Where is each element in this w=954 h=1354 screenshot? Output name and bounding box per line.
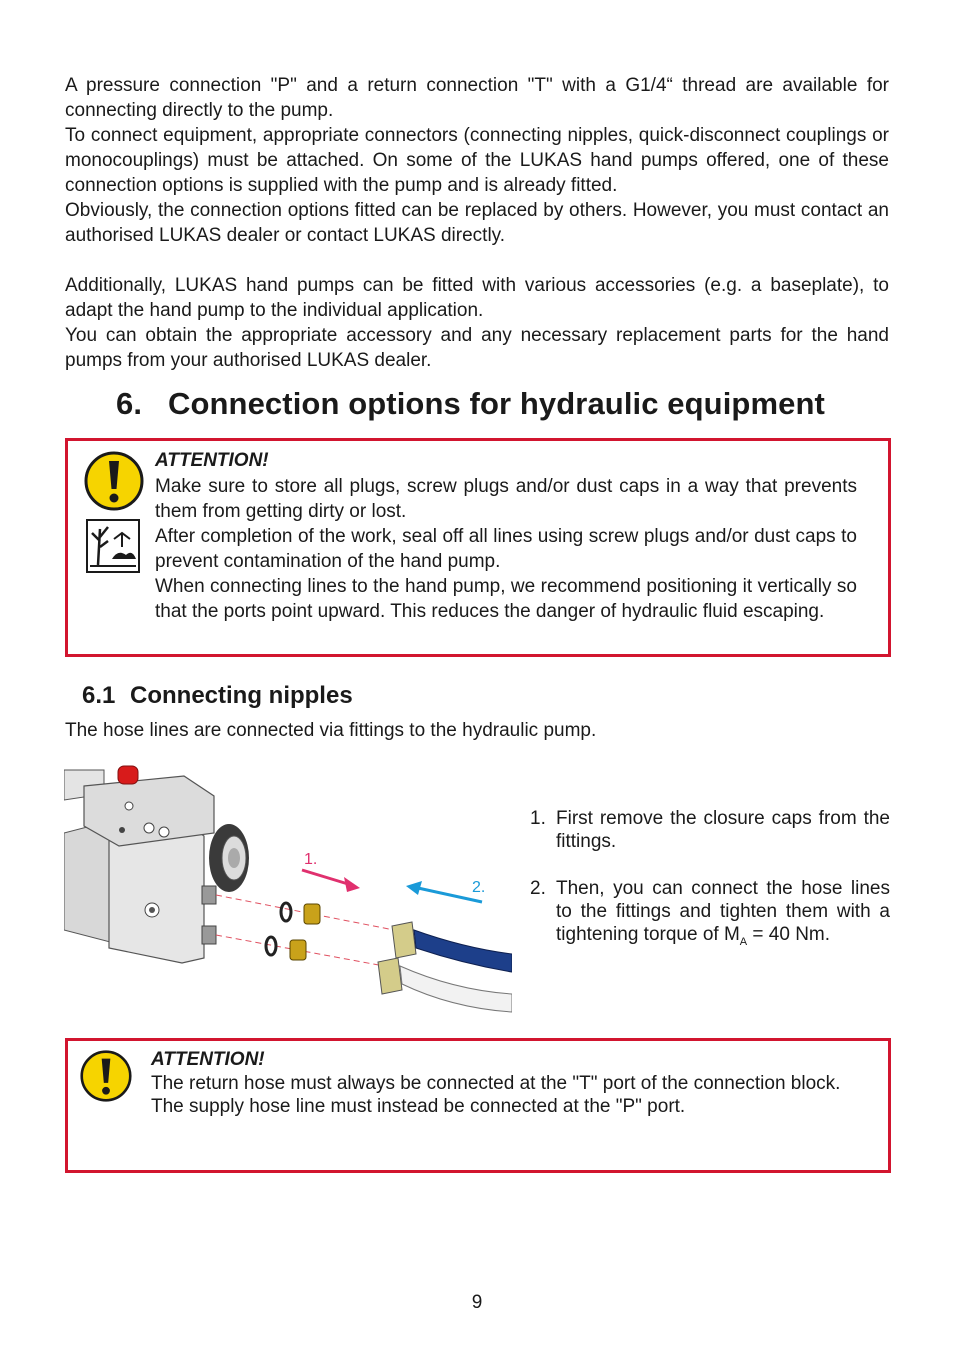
environmental-hazard-icon (86, 519, 140, 573)
list-item: 1. First remove the closure caps from the fittings. (530, 808, 890, 852)
intro-paragraph-2: To connect equipment, appropriate connectors (connecting nipples, quick-disconnect couplings or monocouplings) must be attached. On some of the LUKAS hand pumps offered, one of these connection options is supplied with the pump and is already fitted. (65, 125, 889, 196)
section-heading (116, 386, 825, 422)
intro-paragraph-5: You can obtain the appropriate accessory and any necessary replacement parts for the hand pumps from your authorised LUKAS dealer. (65, 325, 889, 371)
attention-text: Make sure to store all plugs, screw plugs and/or dust caps in a way that prevents them from getting dirty or lost. After completion of the work, seal off all lines using screw plugs and/or dust caps to prevent contamination of the hand pump. When connecting lines to the hand pump, we recommend positioning it vertically so that the ports point upward. This reduces the danger of hydraulic fluid escaping. (155, 476, 857, 622)
intro-paragraph-1: A pressure connection "P" and a return connection "T" with a G1/4“ thread are available for connecting directly to the pump. (65, 75, 889, 121)
section-number: 6. (116, 386, 143, 421)
list-item: 2. Then, you can connect the hose lines to the fittings and tighten them with a tightening torque of $M_A = 40$ Nm. (530, 878, 890, 948)
attention-box-hose-ports (65, 1038, 891, 1173)
section-title: Connection options for hydraulic equipment (168, 386, 825, 421)
arrow-1-icon (344, 877, 360, 892)
warning-exclamation-icon (80, 1050, 132, 1102)
attention-heading: ATTENTION! (155, 450, 269, 471)
intro-paragraph-3: Obviously, the connection options fitted can be replaced by others. However, you must contact an authorised LUKAS dealer or contact LUKAS directly. (65, 200, 889, 246)
subsection-number: 6.1 (82, 682, 116, 709)
pump-connection-figure (64, 758, 512, 1014)
attention-box-storage (65, 438, 891, 657)
page-number: 9 (471, 1292, 483, 1313)
subsection-title: Connecting nipples (130, 682, 353, 709)
steps-list (530, 807, 890, 954)
figure-label-2: 2. (472, 879, 486, 896)
figure-label-1: 1. (304, 851, 318, 868)
attention-text: The return hose must always be connected at the "T" port of the connection block. The supply hose line must instead be connected at the "P" port. (151, 1073, 841, 1117)
arrow-2-icon (406, 881, 422, 895)
attention-heading: ATTENTION! (151, 1049, 265, 1070)
subsection-heading (82, 682, 353, 710)
subsection-intro: The hose lines are connected via fittings to the hydraulic pump. (65, 720, 597, 741)
warning-exclamation-icon (84, 451, 144, 511)
intro-paragraph-4: Additionally, LUKAS hand pumps can be fitted with various accessories (e.g. a baseplate), to adapt the hand pump to the individual application. (65, 275, 889, 321)
